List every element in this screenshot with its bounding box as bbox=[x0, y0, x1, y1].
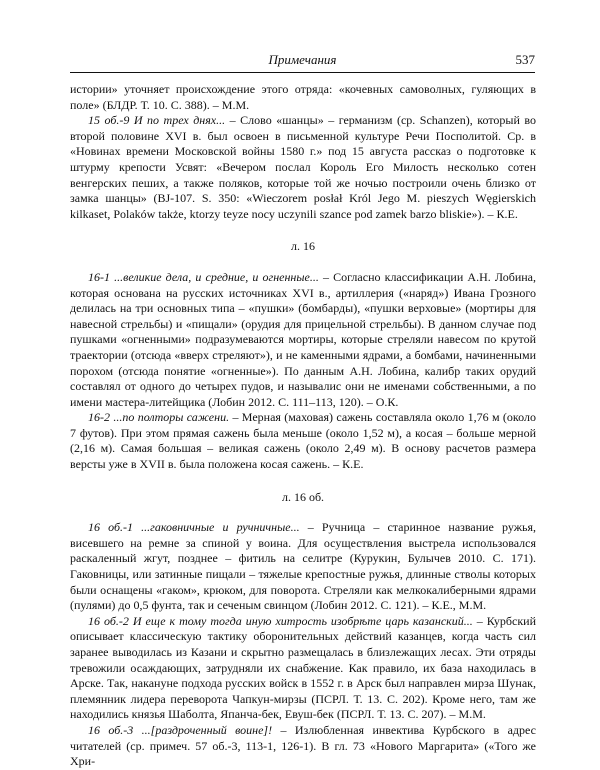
note-paragraph: истории» уточняет происхождение этого отряда: «кочевных самоволных, гуляющих в поле» (БЛДР. Т. 10. С. 388). – М.М. bbox=[70, 82, 536, 112]
section-label: л. 16 bbox=[291, 239, 315, 254]
note-reference: 16-1 ...великие дела, и средние, и огненные... bbox=[88, 269, 319, 284]
page-header bbox=[70, 50, 535, 73]
note-paragraph: 16 об.-1 ...гаковничные и ручничные... – Ручница – старинное название ружья, висевшего на ремне за спиной у воина. Для осуществления выстрела использовался раскаленный жгут, позднее – фитиль на селитре (Курукин, Булычев 2010. С. 171). Гаковницы, или затинные пищали – тяжелые крепостные ружья, длинные стволы которых были оснащены «гаком», крюком, для поворота. Стреляли как мелкокалиберными ядрами (пулями) до 0,5 фунта, так и сеченым свинцом (Лобин 2012. С. 121). – К.Е., М.М. bbox=[70, 520, 537, 613]
note-reference: 16 об.-2 И еще к тому тогда иную хитрость изобрѣте царь казанский... bbox=[88, 613, 473, 628]
note-reference: 15 об.-9 И по трех днях... bbox=[88, 113, 226, 128]
section-label: л. 16 об. bbox=[281, 489, 325, 504]
note-paragraph: 16 об.-3 ...[раздроченный воине]! – Излюбленная инвектива Курбского в адрес читателей (ср. примеч. 57 об.-3, 113-1, 126-1). В гл. 73 «Нового Маргарита» («Того же Хри- bbox=[70, 722, 536, 769]
note-reference: 16-2 ...по полторы сажени. bbox=[88, 410, 230, 425]
note-paragraph: 16-1 ...великие дела, и средние, и огненные... – Согласно классификации А.Н. Лобина, которая основана на русских источниках XVI в., артиллерия («наряд») Ивана Грозного делилась на три основных типа – «пушки» (бомбарды), «пушки верховые» (мортиры для навесной стрельбы) и «пищали» (орудия для прицельной стрельбы). В данном случае под пушками «огненными» подразумеваются мортиры, которые стреляли навесом по крутой траектории (отсюда «вверх стреляют»), и не каменными ядрами, а бомбами, начиненными порохом (отсюда понятие «огненные»). По данным А.Н. Лобина, калибр таких орудий составлял от одного до четырех пудов, и называлис они не именами собственными, а по имени мастера-литейщика (Лобин 2012. С. 111–113, 120). – О.К. bbox=[70, 269, 536, 409]
note-paragraph: 15 об.-9 И по трех днях... – Слово «шанцы» – германизм (ср. Schanzen), который во второй половине XVI в. был освоен в письменной культуре Речи Посполитой. Ср. в «Новинах времени Московской войны 1580 г.» под 15 августа рассказ о подготовке к штурму крепости Усвят: «Вечером послал Король Его Милость несколько сотен венгерских пеших, а также поляков, которые той же ночью построили очень близко от замка шанцы» (BJ-107. S. 350: «Wieczorem posłał Król Jego M. pieszych Węgierskich kilkaset, Polaków także, ktorzy teyze nocy uczynili szance pod zamek barzo bliskie»). – К.Е. bbox=[70, 113, 536, 221]
note-reference: 16 об.-1 ...гаковничные и ручничные... bbox=[88, 520, 300, 535]
running-title: Примечания bbox=[268, 52, 337, 67]
note-reference: 16 об.-3 ...[раздроченный воине]! bbox=[88, 722, 273, 737]
page-number: 537 bbox=[515, 52, 535, 67]
note-paragraph: 16-2 ...по полторы сажени. – Мерная (маховая) сажень составляла около 1,76 м (около 7 футов). При этом прямая сажень была меньше (около 1,52 м), а косая – больше мерной (2,16 м). Самая большая – великая сажень (около 2,49 м). В основу расчетов размера версты уже в XVII в. была положена косая сажень. – К.Е. bbox=[70, 410, 536, 472]
note-paragraph: 16 об.-2 И еще к тому тогда иную хитрость изобрѣте царь казанский... – Курбский описывает классическую тактику оборонительных действий казанцев, когда часть сил заранее выводилась из Казани и скрытно размещалась в близлежащих лесах. Эти отряды тревожили осаждающих, затрудняли их снабжение. Как правило, их база находилась в Арске. Так, накануне подхода русских войск в 1552 г. в Арск был направлен мирза Шунак, племянник лидера переворота Чапкун-мирзы (ПСРЛ. Т. 13. С. 202). Кроме него, там же находились князья Шаболта, Япанча-бек, Евуш-бек (ПСРЛ. Т. 13. С. 207). – М.М. bbox=[70, 613, 536, 722]
notes-body bbox=[70, 82, 536, 770]
